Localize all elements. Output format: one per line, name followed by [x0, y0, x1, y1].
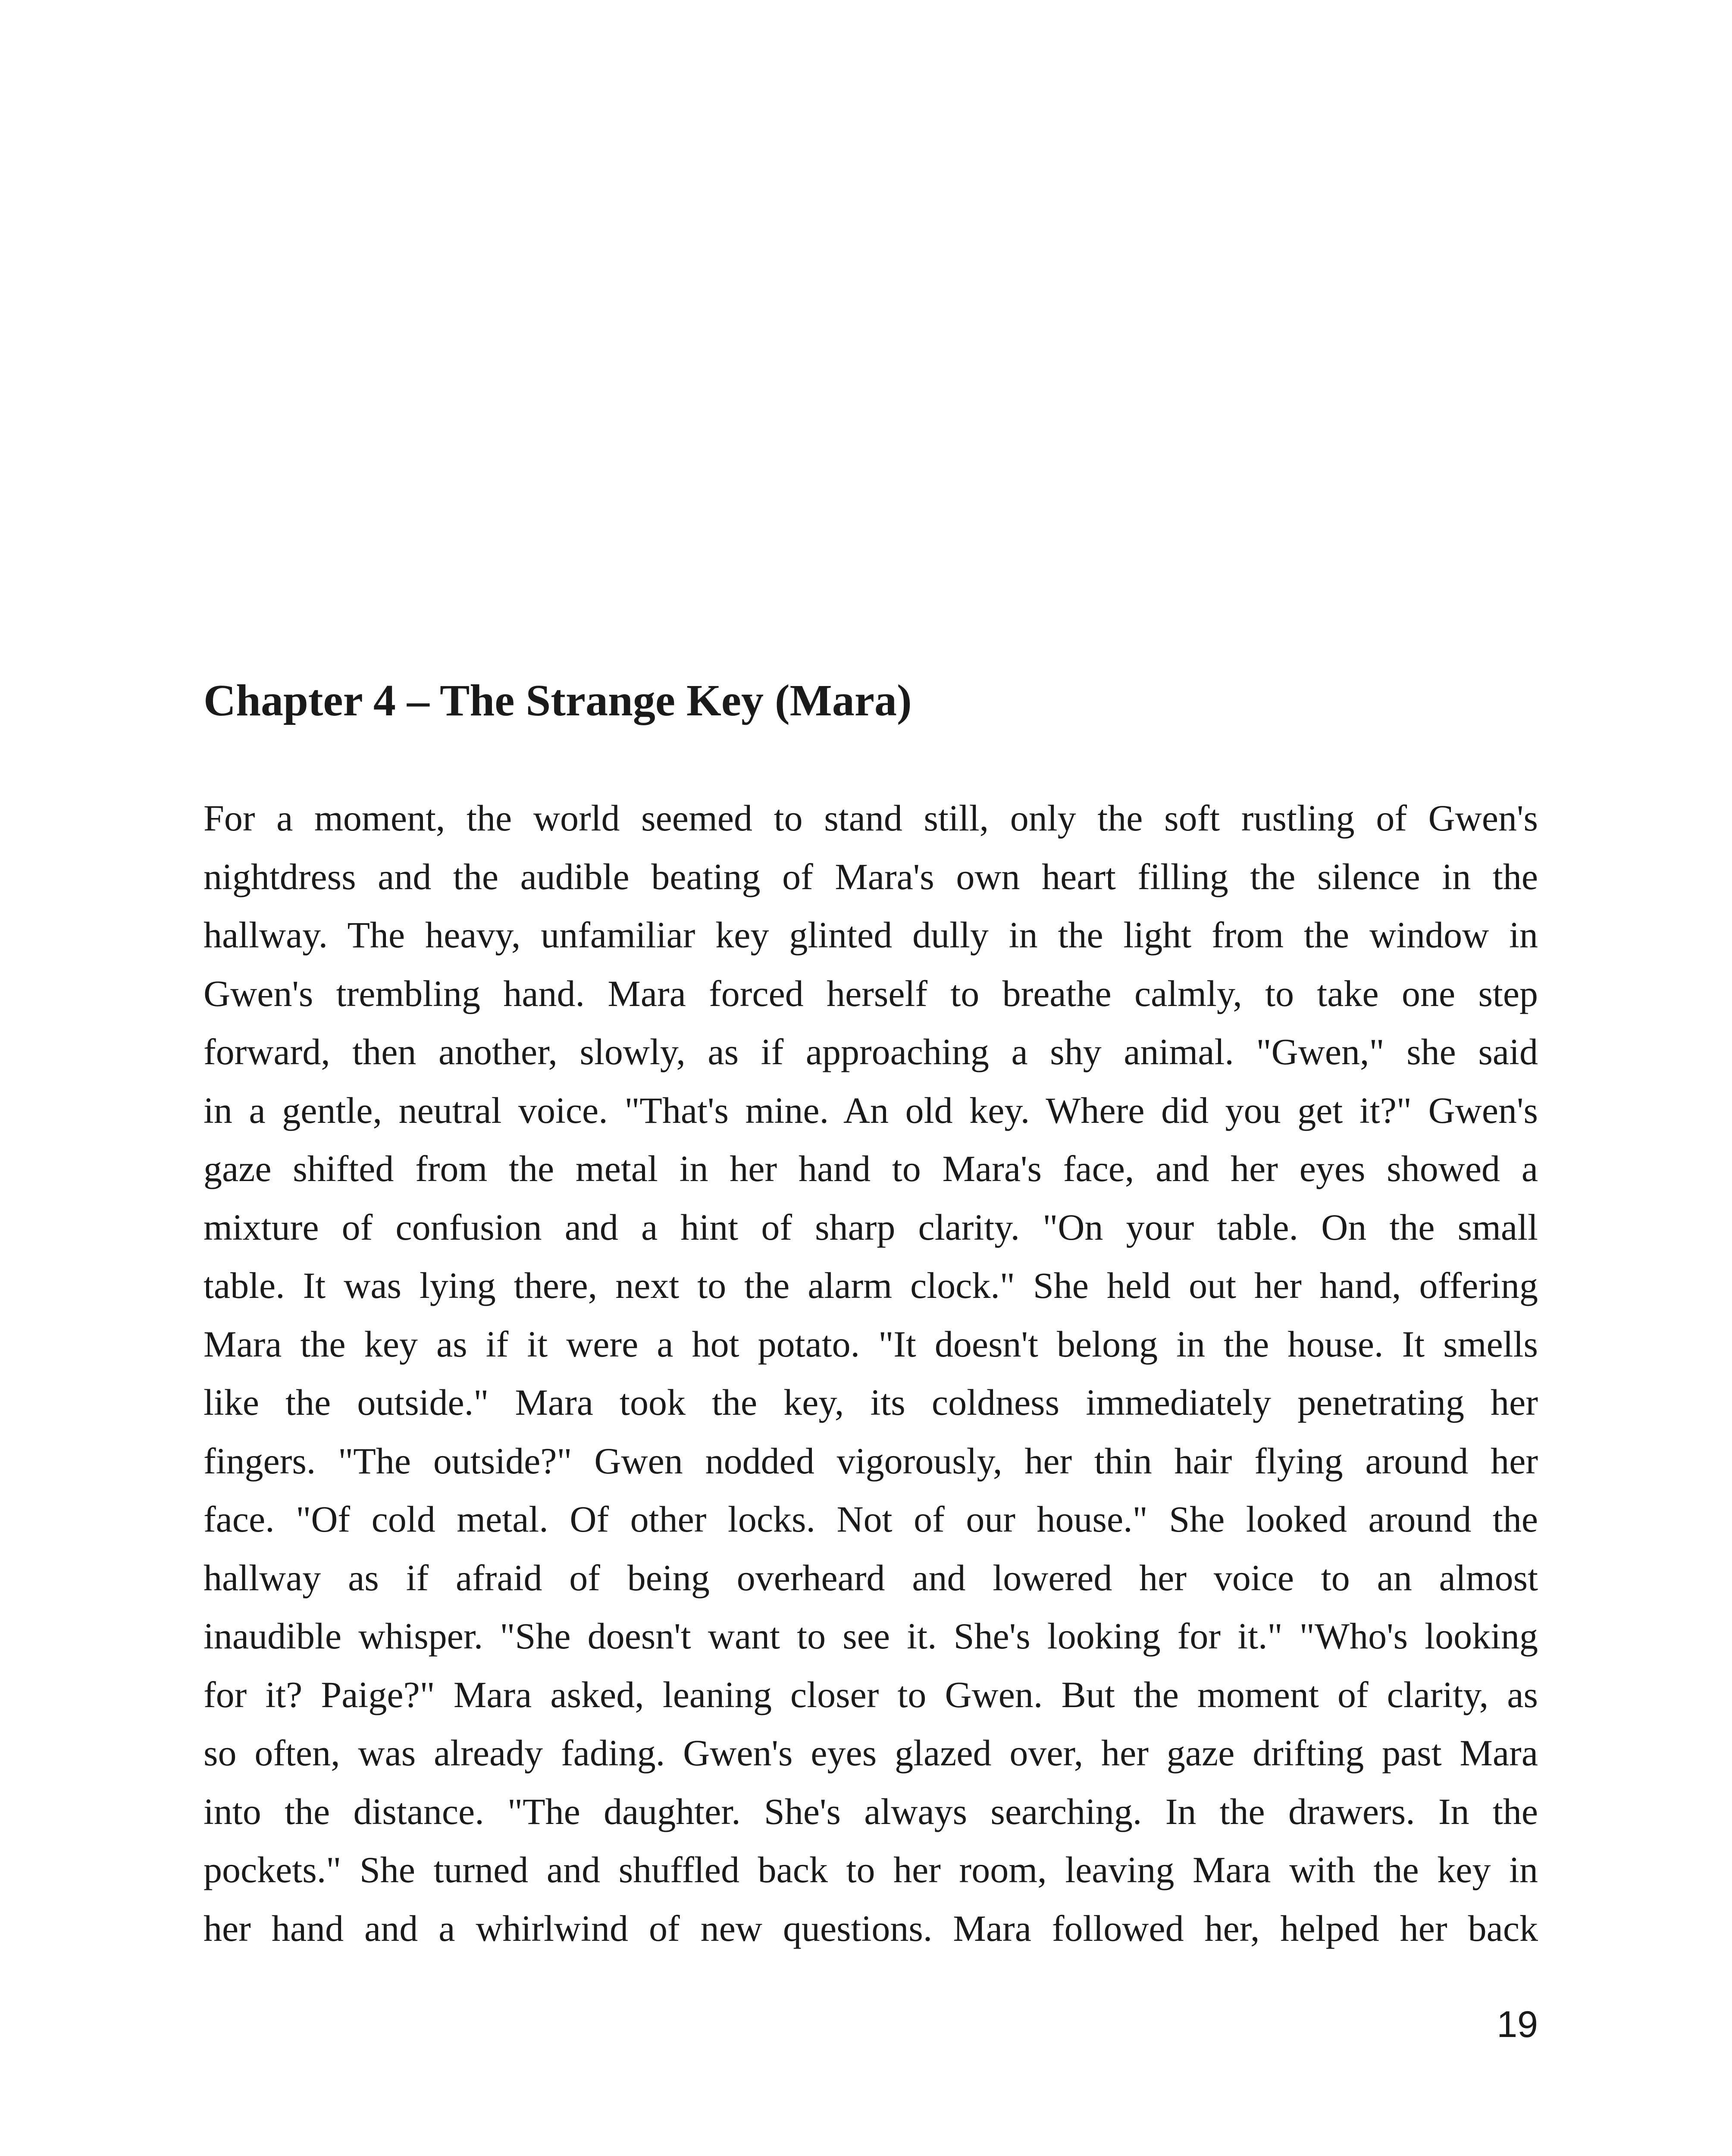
text-line: For a moment, the world seemed to stand still, only the soft rustling of Gwen's — [204, 797, 1538, 839]
text-line: nightdress and the audible beating of Mara's own heart filling the silence in the — [204, 856, 1538, 897]
page-number: 19 — [1497, 2004, 1538, 2045]
text-line: table. It was lying there, next to the alarm clock." She held out her hand, offering — [204, 1265, 1538, 1306]
text-line: mixture of confusion and a hint of sharp clarity. "On your table. On the small — [204, 1206, 1538, 1248]
text-line: her hand and a whirlwind of new questions. Mara followed her, helped her back — [204, 1907, 1538, 1949]
text-line: like the outside." Mara took the key, its coldness immediately penetrating her — [204, 1382, 1538, 1423]
text-line: Mara the key as if it were a hot potato. "It doesn't belong in the house. It smells — [204, 1323, 1538, 1365]
body-paragraph — [204, 789, 1538, 1958]
text-line: fingers. "The outside?" Gwen nodded vigorously, her thin hair flying around her — [204, 1440, 1538, 1482]
text-line: pockets." She turned and shuffled back to her room, leaving Mara with the key in — [204, 1849, 1538, 1890]
chapter-title: Chapter 4 – The Strange Key (Mara) — [204, 676, 912, 725]
text-line: in a gentle, neutral voice. "That's mine. An old key. Where did you get it?" Gwen's — [204, 1089, 1538, 1131]
text-line: so often, was already fading. Gwen's eyes glazed over, her gaze drifting past Mara — [204, 1732, 1538, 1774]
text-line: into the distance. "The daughter. She's always searching. In the drawers. In the — [204, 1790, 1538, 1832]
text-line: inaudible whisper. "She doesn't want to see it. She's looking for it." "Who's looking — [204, 1615, 1538, 1657]
text-line: forward, then another, slowly, as if approaching a shy animal. "Gwen," she said — [204, 1031, 1538, 1072]
text-line: hallway. The heavy, unfamiliar key glinted dully in the light from the window in — [204, 914, 1538, 956]
text-line: Gwen's trembling hand. Mara forced herself to breathe calmly, to take one step — [204, 972, 1538, 1014]
text-line: for it? Paige?" Mara asked, leaning closer to Gwen. But the moment of clarity, as — [204, 1673, 1538, 1715]
text-line: gaze shifted from the metal in her hand to Mara's face, and her eyes showed a — [204, 1148, 1538, 1189]
text-line: face. "Of cold metal. Of other locks. Not of our house." She looked around the — [204, 1498, 1538, 1540]
text-line: hallway as if afraid of being overheard and lowered her voice to an almost — [204, 1557, 1538, 1598]
